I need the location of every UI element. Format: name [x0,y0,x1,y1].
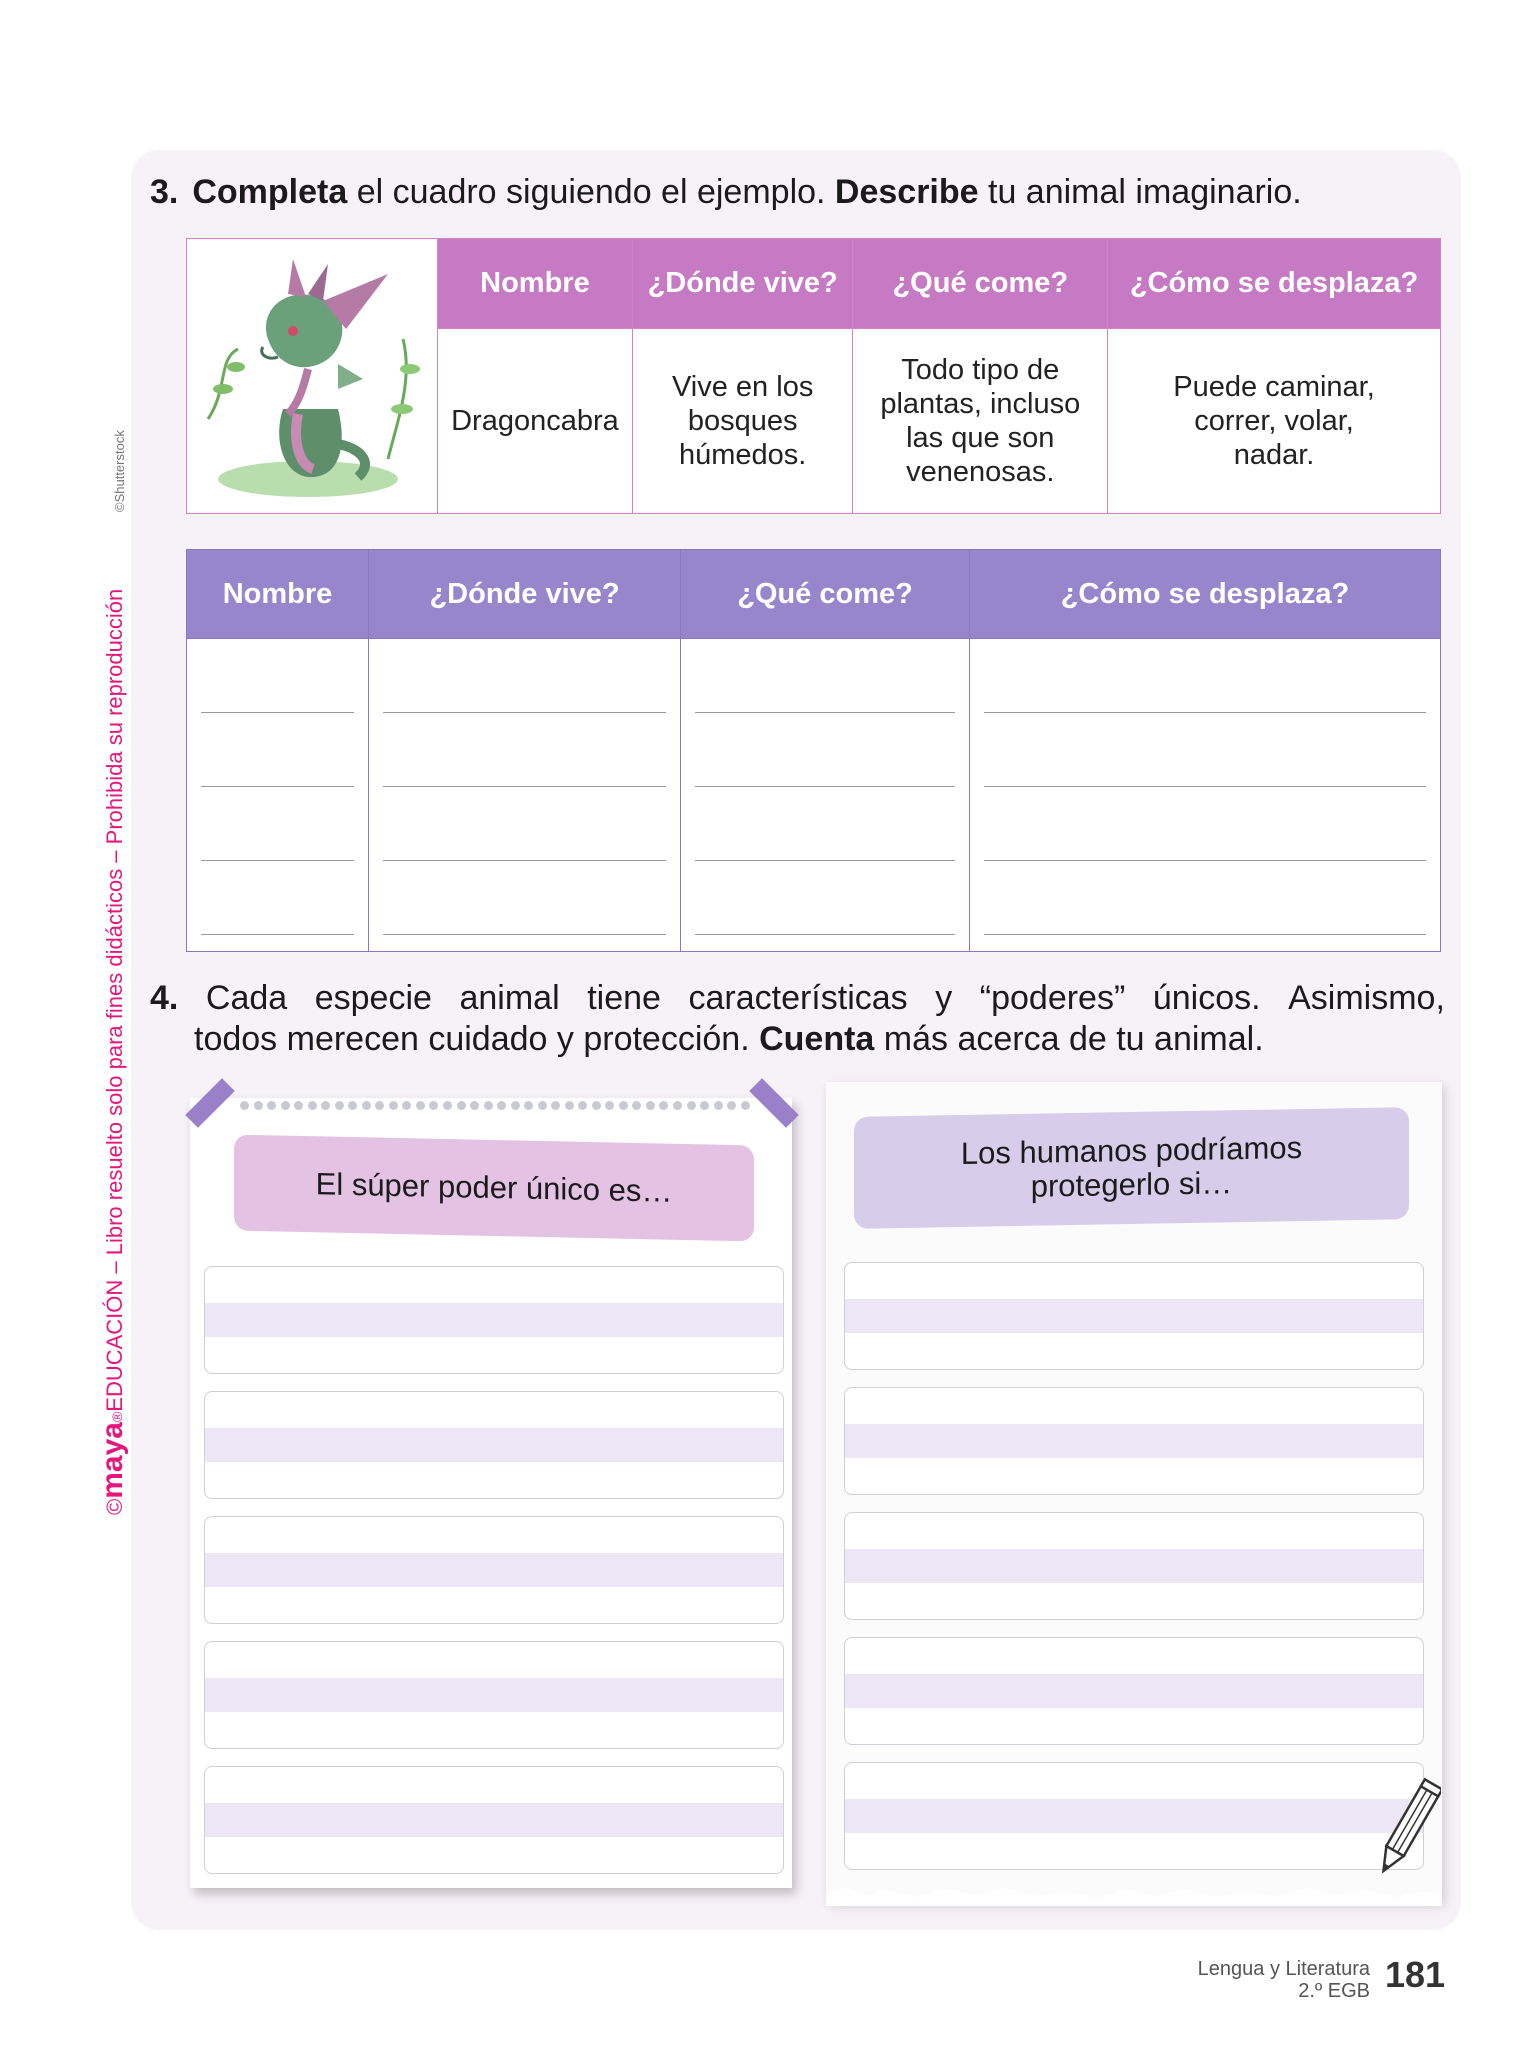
example-donde-vive [632,328,853,513]
instruction-verb: Completa [192,173,348,211]
col-header-nombre: Nombre [438,239,633,329]
writing-box[interactable] [844,1387,1424,1495]
card-title [854,1107,1409,1229]
page-number: 181 [1385,1954,1446,1995]
writing-box[interactable] [844,1512,1424,1620]
copyright-symbol: © [102,1498,127,1515]
word: únicos. [1152,979,1261,1017]
example-nombre: Dragoncabra [438,328,633,513]
writing-box[interactable] [204,1391,784,1499]
word: Cada [205,979,288,1017]
binding-holes [240,1098,750,1112]
col-header-que-come: ¿Qué come? [681,550,970,639]
example-table [186,238,1441,514]
super-power-card [190,1098,792,1888]
writing-box[interactable] [844,1637,1424,1745]
example-que-come-text: Todo tipo de plantas, incluso las que son venenosas. [880,353,1081,488]
protection-card [826,1082,1442,1902]
instruction-verb: Describe [834,173,979,211]
torn-paper-edge [826,1882,1442,1906]
writing-box[interactable] [844,1762,1424,1870]
example-donde-vive-text: Vive en los bosques húmedos. [671,370,814,471]
col-header-como-se-desplaza: ¿Cómo se desplaza? [1108,239,1441,329]
col-header-donde-vive: ¿Dónde vive? [368,550,680,639]
writing-box[interactable] [204,1766,784,1874]
footer-subject [1198,1958,1370,2002]
question-4-line-2 [150,1019,1445,1060]
question-3 [150,172,1302,213]
question-4 [150,978,1445,1060]
question-number: 4. [150,979,179,1017]
answer-table [186,549,1441,952]
word: especie [314,979,432,1017]
instruction-text: más acerca de tu animal. [874,1020,1264,1058]
col-header-nombre: Nombre [187,550,369,639]
col-header-que-come: ¿Qué come? [853,239,1108,329]
writing-box[interactable] [204,1266,784,1374]
instruction-text: tu animal imaginario. [978,173,1302,211]
writing-box[interactable] [844,1262,1424,1370]
brand-logo-text: maya [96,1422,129,1499]
word: y [935,979,953,1017]
word: tiene [587,979,661,1017]
card-title-text: Los humanos podríamos protegerlo si… [960,1130,1303,1204]
col-header-como-se-desplaza: ¿Cómo se desplaza? [969,550,1440,639]
word: Asimismo, [1288,979,1445,1017]
answer-cell-como-se-desplaza[interactable] [969,639,1440,952]
writing-box[interactable] [204,1516,784,1624]
image-credit: ©Shutterstock [112,430,127,512]
word: “poderes” [979,979,1126,1017]
question-number: 3. [150,173,179,211]
answer-cell-que-come[interactable] [681,639,970,952]
instruction-text: todos merecen cuidado y protección. [194,1020,760,1058]
example-como-se-desplaza [1108,328,1441,513]
card-title: El súper poder único es… [234,1135,754,1242]
col-header-donde-vive: ¿Dónde vive? [632,239,853,329]
copyright-sidebar [96,589,130,1515]
copyright-text: EDUCACIÓN – Libro resuelto solo para fines didácticos – Prohibida su reproducción [102,588,127,1412]
answer-cell-nombre[interactable] [187,639,369,952]
instruction-text: el cuadro siguiendo el ejemplo. [347,173,835,211]
grade-level: 2.º EGB [1298,1980,1370,2002]
example-como-se-desplaza-text: Puede caminar, correr, volar, nadar. [1173,370,1375,471]
subject-name: Lengua y Literatura [1197,1958,1370,1980]
dragon-illustration-cell [187,239,438,514]
example-que-come [853,328,1108,513]
writing-box[interactable] [204,1641,784,1749]
question-4-line-1 [150,978,1445,1019]
word: animal [459,979,560,1017]
word: características [688,979,908,1017]
dragon-goat-illustration [188,239,436,505]
answer-cell-donde-vive[interactable] [368,639,680,952]
word [150,978,178,1019]
registered-mark: ® [109,1411,125,1423]
pencil-icon [1371,1777,1441,1887]
instruction-verb: Cuenta [759,1020,875,1058]
